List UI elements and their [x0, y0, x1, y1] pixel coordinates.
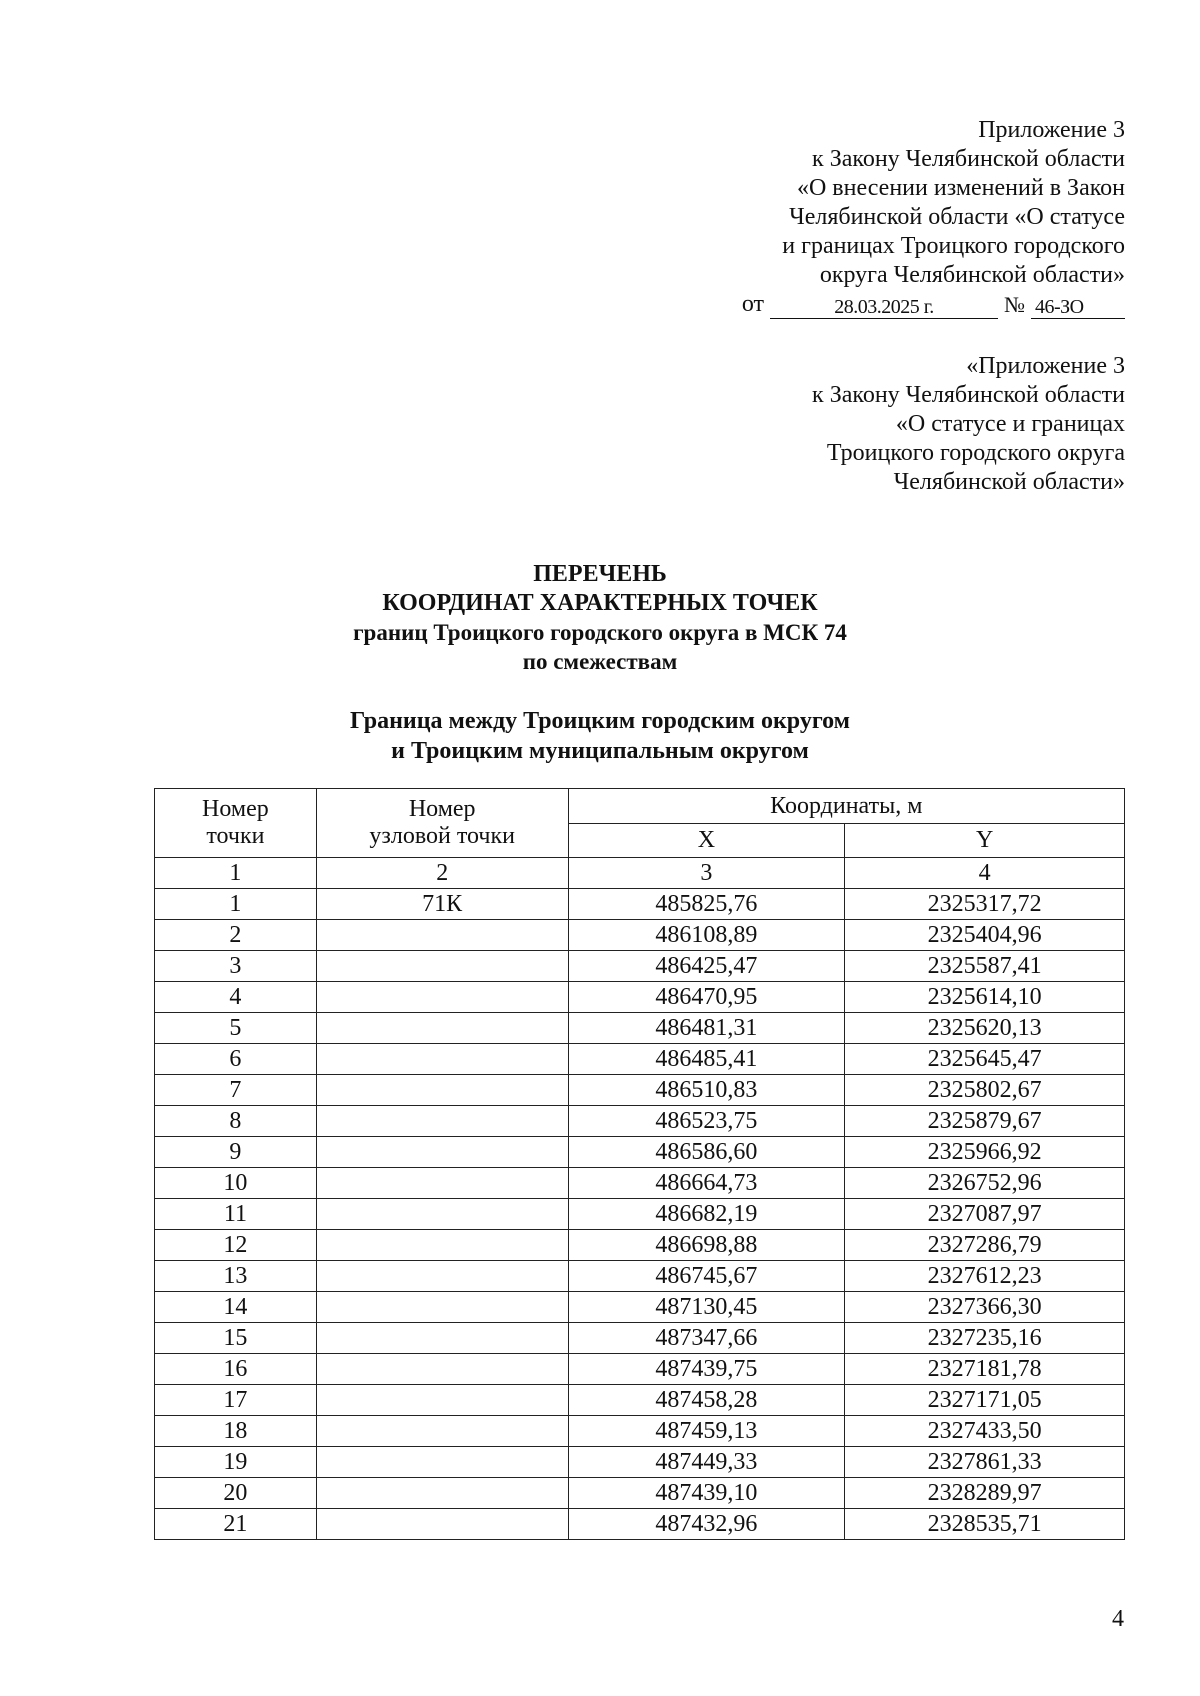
coordinates-table	[154, 788, 1125, 1540]
cell-y: 2325802,67	[845, 1075, 1125, 1106]
table-body	[155, 889, 1125, 1540]
number-sign: №	[1004, 292, 1025, 317]
cell-y: 2325645,47	[845, 1044, 1125, 1075]
header-text: точки	[206, 823, 265, 849]
date-prefix: от	[741, 291, 764, 317]
column-index: 2	[316, 858, 568, 889]
cell-x: 486745,67	[568, 1261, 845, 1292]
cell-node-number	[316, 1261, 568, 1292]
cell-x: 487449,33	[568, 1447, 845, 1478]
cell-y: 2325620,13	[845, 1013, 1125, 1044]
cell-x: 486108,89	[568, 920, 845, 951]
law-date-number-line	[742, 290, 1125, 319]
cell-point-number: 20	[155, 1478, 317, 1509]
appendix-header-line: Челябинской области «О статусе	[789, 204, 1125, 230]
cell-node-number	[316, 920, 568, 951]
quoted-header-line: к Закону Челябинской области	[812, 382, 1125, 408]
table-row	[155, 1230, 1125, 1261]
cell-node-number	[316, 1354, 568, 1385]
cell-y: 2325966,92	[845, 1137, 1125, 1168]
cell-point-number: 12	[155, 1230, 317, 1261]
header-text: узловой точки	[369, 823, 515, 849]
cell-point-number: 10	[155, 1168, 317, 1199]
cell-node-number	[316, 1168, 568, 1199]
cell-point-number: 7	[155, 1075, 317, 1106]
header-coordinates: Координаты, м	[568, 789, 1124, 824]
header-node-number	[316, 789, 568, 858]
appendix-header-line: к Закону Челябинской области	[812, 146, 1125, 172]
cell-point-number: 9	[155, 1137, 317, 1168]
quoted-header-line: «О статусе и границах	[895, 411, 1125, 437]
cell-y: 2325404,96	[845, 920, 1125, 951]
header-y: Y	[845, 823, 1125, 858]
cell-x: 486481,31	[568, 1013, 845, 1044]
cell-point-number: 11	[155, 1199, 317, 1230]
cell-x: 487439,10	[568, 1478, 845, 1509]
cell-x: 485825,76	[568, 889, 845, 920]
cell-node-number	[316, 1106, 568, 1137]
cell-point-number: 4	[155, 982, 317, 1013]
appendix-header-line: «О внесении изменений в Закон	[796, 175, 1125, 201]
quoted-appendix-header	[812, 352, 1125, 497]
cell-y: 2327171,05	[845, 1385, 1125, 1416]
cell-x: 487347,66	[568, 1323, 845, 1354]
cell-node-number	[316, 951, 568, 982]
cell-point-number: 19	[155, 1447, 317, 1478]
table-row	[155, 1292, 1125, 1323]
table-row	[155, 1199, 1125, 1230]
quoted-header-line: «Приложение 3	[966, 353, 1125, 379]
cell-node-number	[316, 1044, 568, 1075]
cell-point-number: 13	[155, 1261, 317, 1292]
cell-y: 2325587,41	[845, 951, 1125, 982]
table-row	[155, 1509, 1125, 1540]
cell-point-number: 1	[155, 889, 317, 920]
column-index: 4	[845, 858, 1125, 889]
cell-x: 487130,45	[568, 1292, 845, 1323]
cell-x: 486586,60	[568, 1137, 845, 1168]
table-row	[155, 1323, 1125, 1354]
cell-y: 2325614,10	[845, 982, 1125, 1013]
cell-y: 2327612,23	[845, 1261, 1125, 1292]
cell-node-number	[316, 1137, 568, 1168]
cell-point-number: 8	[155, 1106, 317, 1137]
cell-x: 486470,95	[568, 982, 845, 1013]
quoted-header-line: Троицкого городского округа	[826, 440, 1125, 466]
cell-node-number	[316, 1292, 568, 1323]
table-row	[155, 889, 1125, 920]
cell-x: 486698,88	[568, 1230, 845, 1261]
cell-y: 2327861,33	[845, 1447, 1125, 1478]
cell-y: 2325879,67	[845, 1106, 1125, 1137]
law-date: 28.03.2025 г.	[770, 296, 998, 319]
subtitle-line: Граница между Троицким городским округом	[349, 708, 851, 734]
table-row	[155, 1354, 1125, 1385]
column-index-row	[155, 858, 1125, 889]
table-row	[155, 1106, 1125, 1137]
cell-y: 2327181,78	[845, 1354, 1125, 1385]
cell-point-number: 18	[155, 1416, 317, 1447]
cell-point-number: 21	[155, 1509, 317, 1540]
title-line: границ Троицкого городского округа в МСК 74	[353, 620, 847, 645]
table-row	[155, 1137, 1125, 1168]
cell-node-number	[316, 1478, 568, 1509]
quoted-header-line: Челябинской области»	[893, 469, 1125, 495]
cell-point-number: 17	[155, 1385, 317, 1416]
title-line: КООРДИНАТ ХАРАКТЕРНЫХ ТОЧЕК	[382, 590, 818, 616]
cell-node-number	[316, 1230, 568, 1261]
cell-node-number	[316, 1013, 568, 1044]
appendix-header-line: Приложение 3	[978, 117, 1125, 143]
header-point-number	[155, 789, 317, 858]
cell-point-number: 5	[155, 1013, 317, 1044]
cell-x: 487459,13	[568, 1416, 845, 1447]
cell-node-number	[316, 1447, 568, 1478]
cell-point-number: 16	[155, 1354, 317, 1385]
cell-x: 486664,73	[568, 1168, 845, 1199]
subtitle-line: и Троицким муниципальным округом	[391, 738, 809, 764]
cell-y: 2327286,79	[845, 1230, 1125, 1261]
cell-x: 486425,47	[568, 951, 845, 982]
cell-y: 2327366,30	[845, 1292, 1125, 1323]
cell-node-number	[316, 1385, 568, 1416]
cell-x: 487439,75	[568, 1354, 845, 1385]
cell-x: 486682,19	[568, 1199, 845, 1230]
cell-x: 487458,28	[568, 1385, 845, 1416]
cell-node-number	[316, 1199, 568, 1230]
section-subtitle	[0, 706, 1200, 766]
cell-y: 2328289,97	[845, 1478, 1125, 1509]
cell-y: 2327235,16	[845, 1323, 1125, 1354]
table-row	[155, 951, 1125, 982]
cell-node-number	[316, 1416, 568, 1447]
cell-node-number	[316, 1323, 568, 1354]
table-row	[155, 1044, 1125, 1075]
cell-x: 486510,83	[568, 1075, 845, 1106]
table-row	[155, 1261, 1125, 1292]
law-number: 46-ЗО	[1031, 296, 1125, 319]
appendix-header-line: и границах Троицкого городского	[782, 233, 1125, 259]
appendix-header-line: округа Челябинской области»	[819, 262, 1125, 288]
cell-point-number: 2	[155, 920, 317, 951]
cell-point-number: 15	[155, 1323, 317, 1354]
cell-y: 2326752,96	[845, 1168, 1125, 1199]
cell-point-number: 14	[155, 1292, 317, 1323]
cell-node-number	[316, 982, 568, 1013]
cell-y: 2328535,71	[845, 1509, 1125, 1540]
appendix-header	[742, 116, 1125, 319]
table-row	[155, 1075, 1125, 1106]
header-text: Номер	[408, 796, 476, 822]
table-row	[155, 1447, 1125, 1478]
cell-point-number: 6	[155, 1044, 317, 1075]
cell-x: 486485,41	[568, 1044, 845, 1075]
cell-node-number	[316, 1075, 568, 1106]
column-index: 3	[568, 858, 845, 889]
cell-y: 2327087,97	[845, 1199, 1125, 1230]
table-row	[155, 1385, 1125, 1416]
cell-x: 486523,75	[568, 1106, 845, 1137]
cell-y: 2325317,72	[845, 889, 1125, 920]
cell-node-number	[316, 1509, 568, 1540]
page-number: 4	[1112, 1606, 1124, 1632]
cell-point-number: 3	[155, 951, 317, 982]
table-row	[155, 1168, 1125, 1199]
cell-node-number: 71К	[316, 889, 568, 920]
table-row	[155, 1416, 1125, 1447]
document-title	[0, 560, 1200, 676]
header-text: Номер	[202, 796, 269, 822]
cell-y: 2327433,50	[845, 1416, 1125, 1447]
header-x: X	[568, 823, 845, 858]
table-row	[155, 982, 1125, 1013]
table-row	[155, 1478, 1125, 1509]
table-row	[155, 920, 1125, 951]
column-index: 1	[155, 858, 317, 889]
title-line: по смежествам	[522, 649, 678, 674]
table-row	[155, 1013, 1125, 1044]
title-line: ПЕРЕЧЕНЬ	[533, 561, 667, 587]
cell-x: 487432,96	[568, 1509, 845, 1540]
